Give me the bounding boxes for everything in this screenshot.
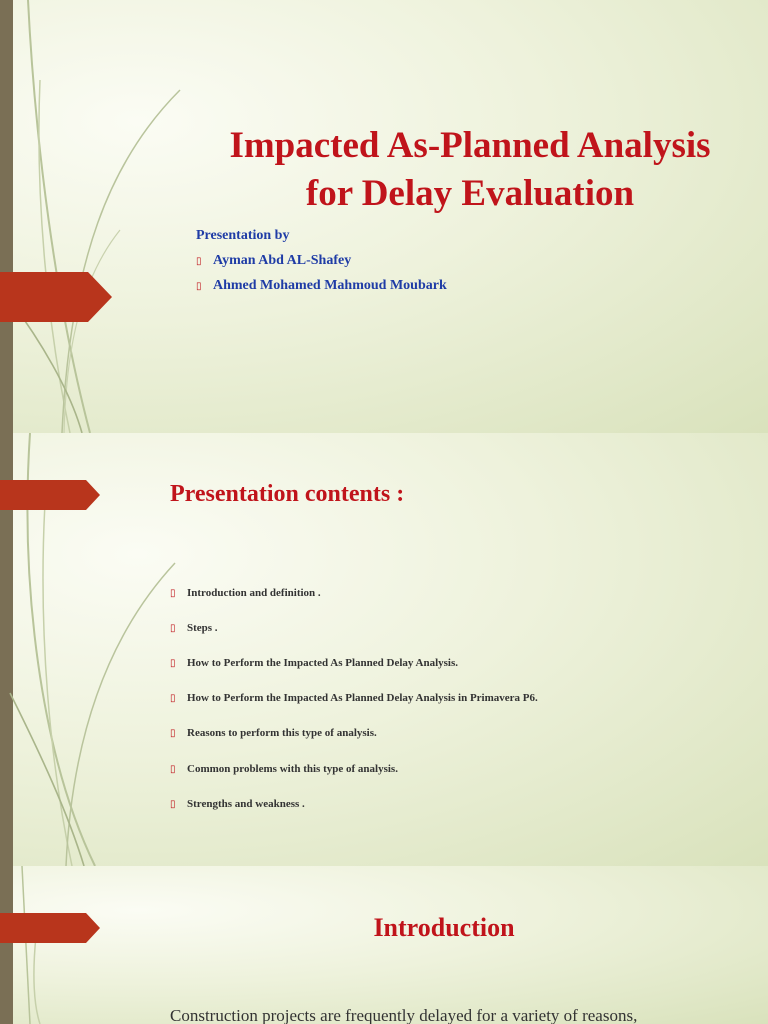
list-item-text: How to Perform the Impacted As Planned Delay Analysis.	[187, 657, 459, 669]
bullet-icon: ▯	[170, 764, 176, 775]
list-item-text: Steps .	[187, 622, 218, 634]
bullet-icon: ▯	[170, 693, 176, 704]
list-item-text: Common problems with this type of analysis.	[187, 763, 398, 775]
list-item-text: Reasons to perform this type of analysis.	[187, 727, 377, 739]
list-item	[170, 587, 321, 599]
bullet-icon: ▯	[196, 281, 202, 292]
decorative-curves	[0, 0, 200, 433]
introduction-heading: Introduction	[373, 913, 515, 942]
contents-slide	[0, 433, 768, 866]
introduction-slide	[0, 866, 768, 1024]
introduction-body: Construction projects are frequently delayed for a variety of reasons,	[170, 1006, 638, 1024]
bullet-icon: ▯	[196, 256, 202, 267]
list-item	[170, 692, 538, 704]
author-name: Ahmed Mohamed Mahmoud Moubark	[213, 278, 447, 293]
list-item-text: Strengths and weakness .	[187, 798, 305, 810]
list-item	[170, 763, 398, 775]
presented-by-label: Presentation by	[196, 228, 290, 243]
arrow-tab-icon	[0, 480, 100, 510]
list-item-text: How to Perform the Impacted As Planned Delay Analysis in Primavera P6.	[187, 692, 538, 704]
list-item	[170, 727, 377, 739]
list-item	[170, 622, 218, 634]
title-line-1: Impacted As-Planned Analysis	[229, 125, 711, 166]
bullet-icon: ▯	[170, 799, 176, 810]
title-slide	[0, 0, 768, 433]
bullet-icon: ▯	[170, 728, 176, 739]
arrow-tab-icon	[0, 272, 112, 322]
bullet-icon: ▯	[170, 588, 176, 599]
decorative-curves	[0, 866, 200, 1024]
author-item	[196, 253, 351, 269]
bullet-icon: ▯	[170, 623, 176, 634]
bullet-icon: ▯	[170, 658, 176, 669]
title-line-2: for Delay Evaluation	[305, 173, 635, 214]
author-item	[196, 278, 447, 294]
list-item	[170, 657, 458, 669]
author-name: Ayman Abd AL-Shafey	[213, 253, 352, 268]
list-item	[170, 798, 305, 810]
slide-title	[190, 122, 750, 218]
list-item-text: Introduction and definition .	[187, 587, 321, 599]
contents-heading: Presentation contents :	[170, 481, 405, 507]
